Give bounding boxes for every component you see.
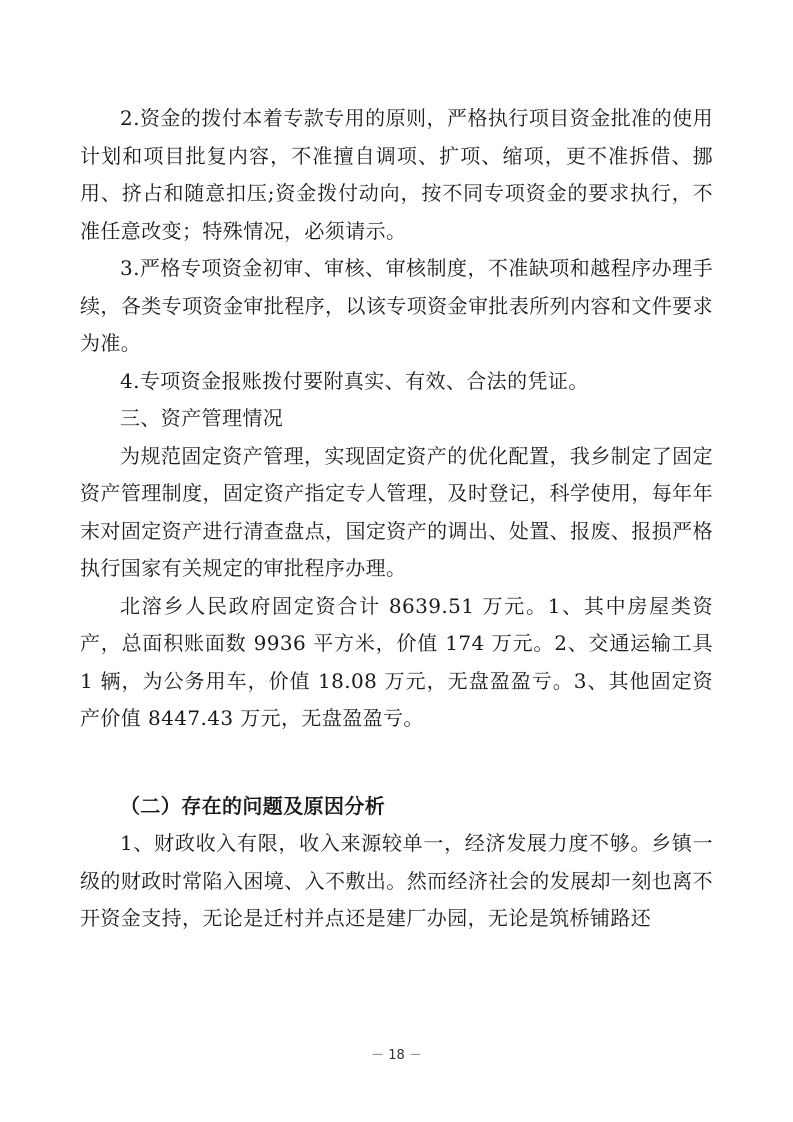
section-heading-problems: （二）存在的问题及原因分析 [120, 793, 386, 818]
document-body [80, 100, 713, 938]
paragraph-asset-totals: 北溶乡人民政府固定资合计 8639.51 万元。1、其中房屋类资产，总面积账面数 9936 平方米，价值 174 万元。2、交通运输工具 1 辆，为公务用车，价值 18.08 万元，无盘盈盈亏。3、其他固定资产价值 8447.43 万元，无盘盈盈亏。 [80, 593, 713, 730]
section-title-asset-management: 三、资产管理情况 [120, 406, 284, 430]
paragraph-fund-allocation: 2.资金的拨付本着专款专用的原则，严格执行项目资金批准的使用计划和项目批复内容，不准擅自调项、扩项、缩项，更不准拆借、挪用、挤占和随意扣压;资金拨付动向，按不同专项资金的要求执行，不准任意改变；特殊情况，必须请示。 [80, 106, 713, 243]
paragraph-asset-policy: 为规范固定资产管理，实现固定资产的优化配置，我乡制定了固定资产管理制度，固定资产指定专人管理，及时登记，科学使用，每年年末对固定资产进行清查盘点，国定资产的调出、处置、报废、报损严格执行国家有关规定的审批程序办理。 [80, 443, 713, 580]
section-gap [80, 738, 713, 788]
page-number: － 18 － [371, 1048, 422, 1063]
paragraph-revenue-limits: 1、财政收入有限，收入来源较单一，经济发展力度不够。乡镇一级的财政时常陷入困境、入不敷出。然而经济社会的发展却一刻也离不开资金支持，无论是迁村并点还是建厂办园，无论是筑桥铺路还 [80, 831, 713, 930]
paragraph-fund-vouchers: 4.专项资金报账拨付要附真实、有效、合法的凭证。 [120, 368, 589, 393]
paragraph-fund-review: 3.严格专项资金初审、审核、审核制度，不准缺项和越程序办理手续，各类专项资金审批程序，以该专项资金审批表所列内容和文件要求为准。 [80, 256, 713, 355]
